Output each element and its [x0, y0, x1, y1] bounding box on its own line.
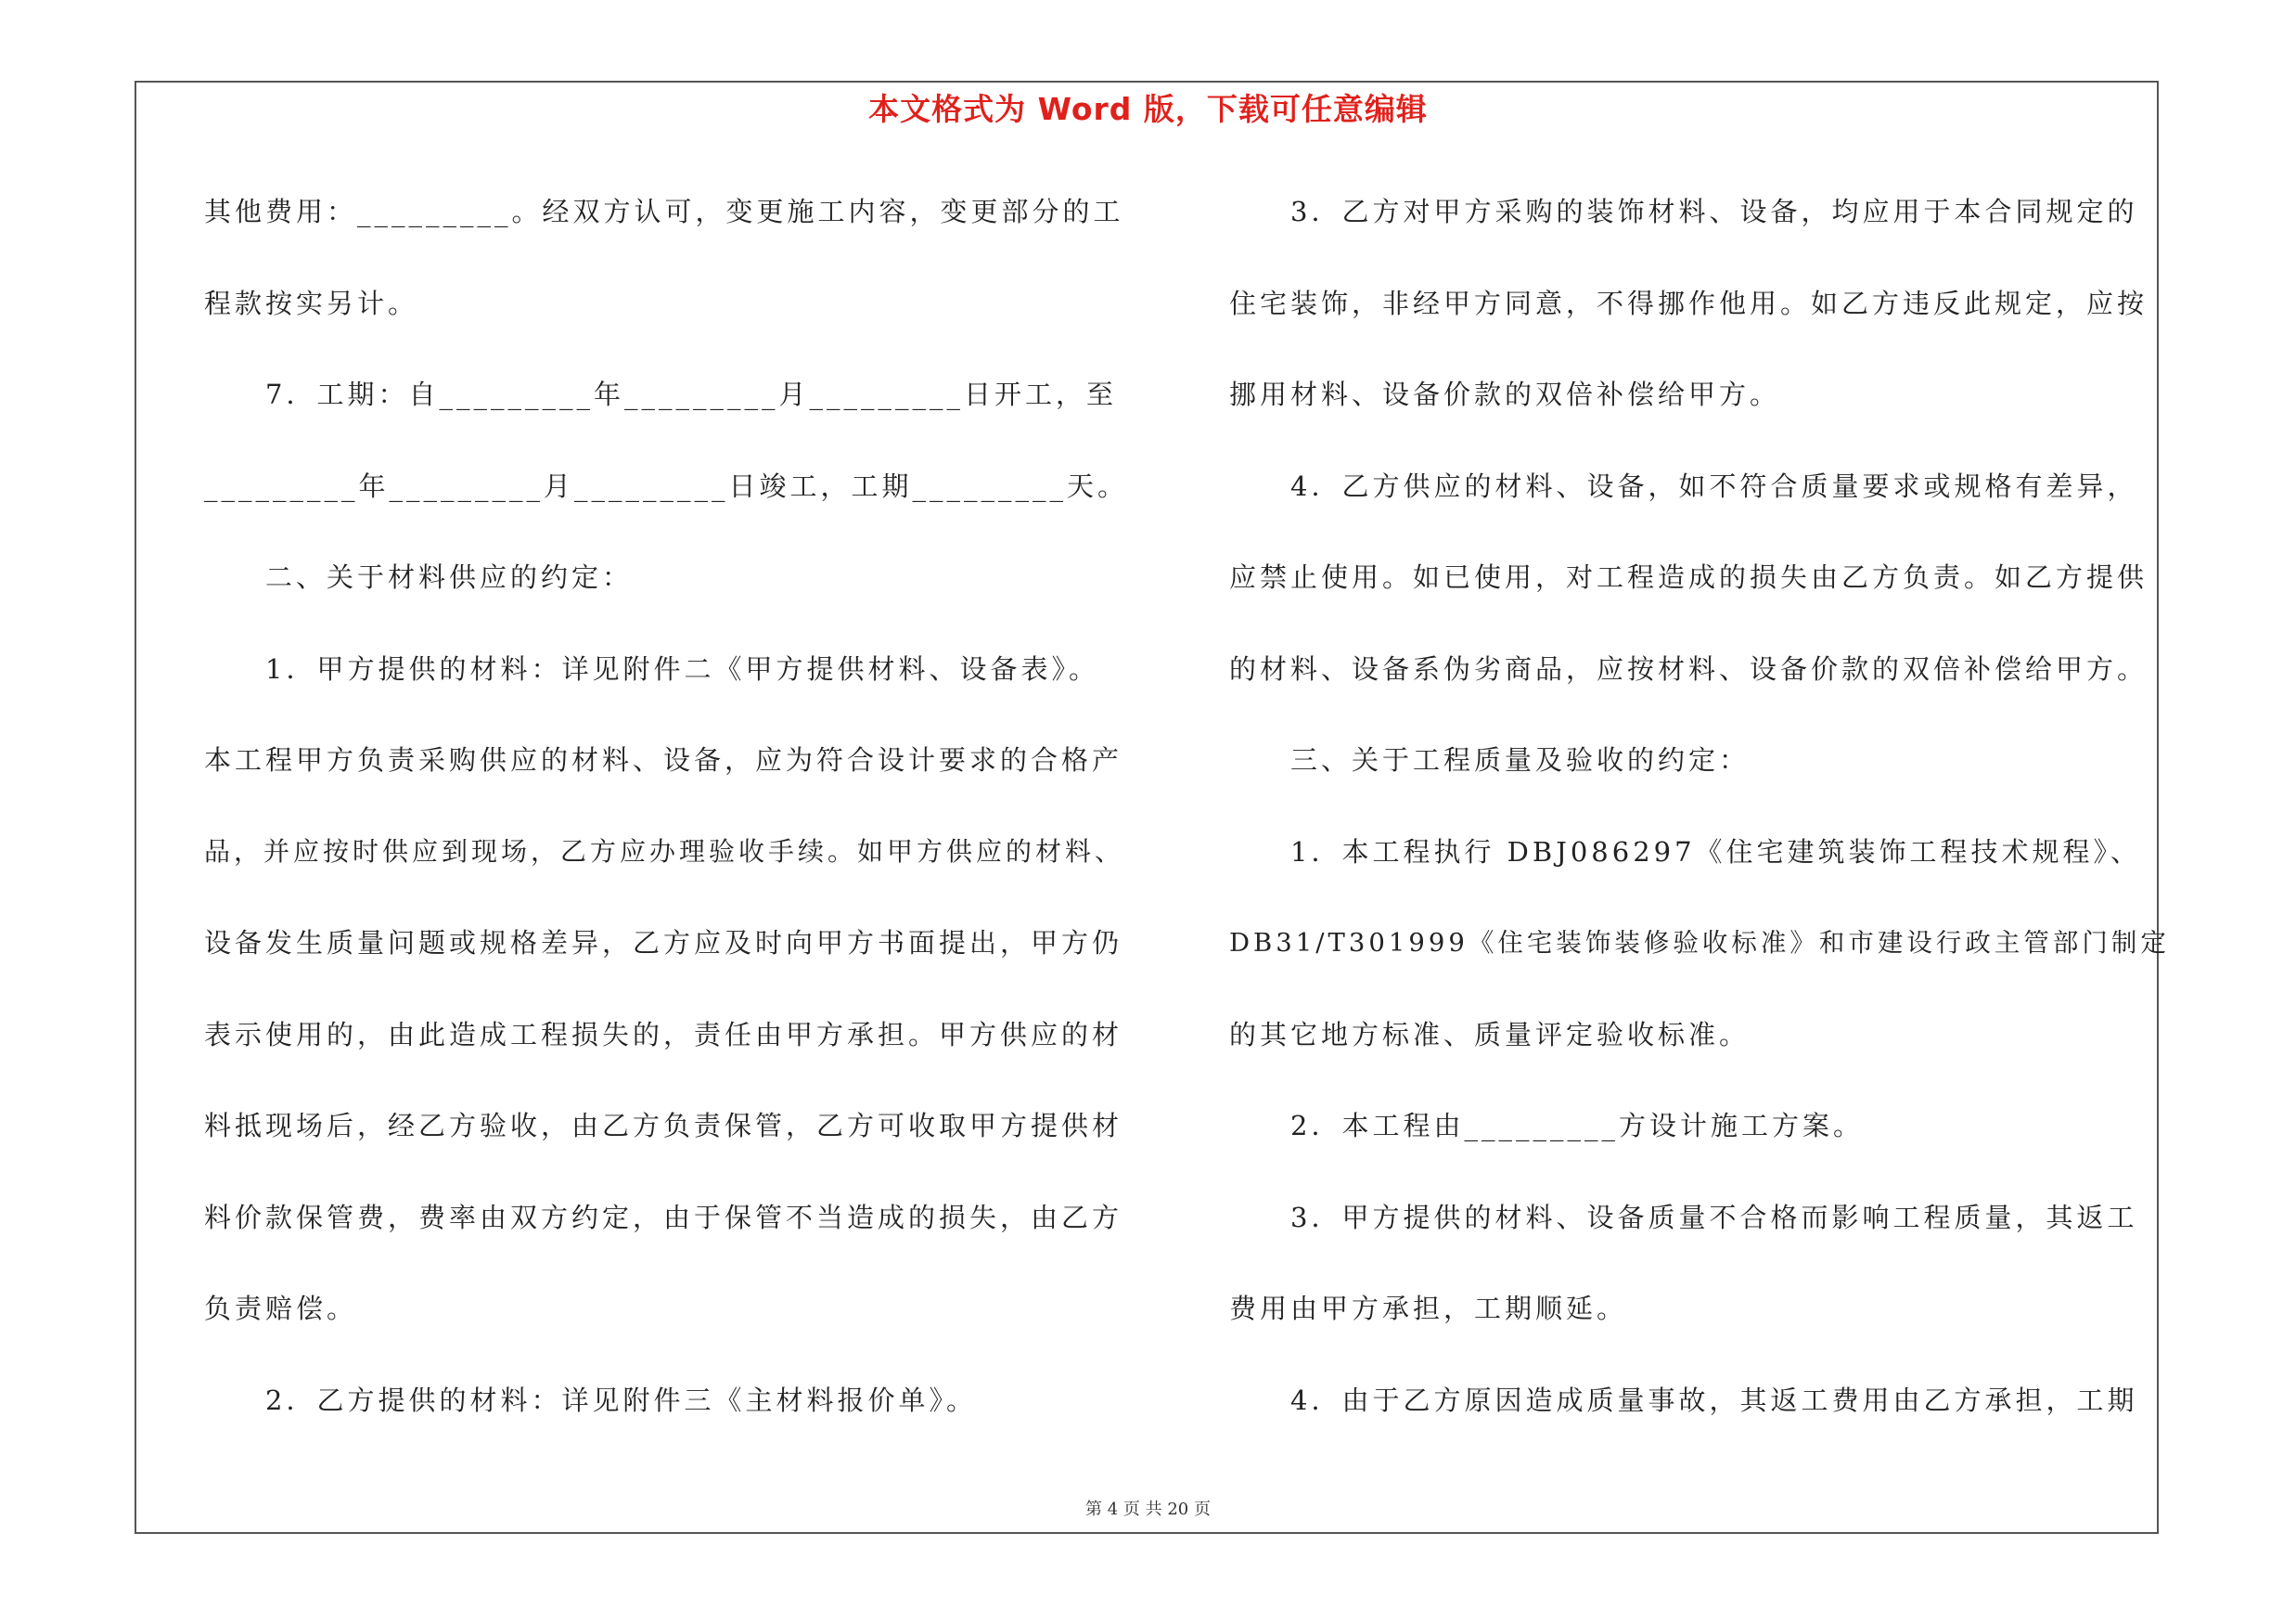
text-line: 料价款保管费，费率由双方约定，由于保管不当造成的损失，由乙方: [204, 1201, 1123, 1233]
text-line: 表示使用的，由此造成工程损失的，责任由甲方承担。甲方供应的材: [204, 1018, 1123, 1050]
text-line: 的其它地方标准、质量评定验收标准。: [1229, 1018, 1751, 1050]
text-line: 应禁止使用。如已使用，对工程造成的损失由乙方负责。如乙方提供: [1229, 561, 2148, 593]
format-banner: 本文格式为 Word 版，下载可任意编辑: [868, 91, 1428, 127]
text-line: 设备发生质量问题或规格差异，乙方应及时向甲方书面提出，甲方仍: [204, 927, 1123, 959]
text-line: 1．甲方提供的材料：详见附件二《甲方提供材料、设备表》。: [204, 652, 1099, 685]
text-line: 2．本工程由_________方设计施工方案。: [1229, 1110, 1864, 1141]
text-line: 3．乙方对甲方采购的装饰材料、设备，均应用于本合同规定的: [1229, 196, 2138, 227]
text-line: 三、关于工程质量及验收的约定：: [1229, 744, 1751, 776]
text-line: 挪用材料、设备价款的双倍补偿给甲方。: [1229, 379, 1781, 410]
left-column: [204, 184, 1132, 1463]
text-line: 料抵现场后，经乙方验收，由乙方负责保管，乙方可收取甲方提供材: [204, 1110, 1123, 1141]
text-line: 2．乙方提供的材料：详见附件三《主材料报价单》。: [204, 1384, 977, 1416]
text-line: 住宅装饰，非经甲方同意，不得挪作他用。如乙方违反此规定，应按: [1229, 287, 2148, 319]
text-line: 的材料、设备系伪劣商品，应按材料、设备价款的双倍补偿给甲方。: [1229, 652, 2148, 685]
text-line: 4．乙方供应的材料、设备，如不符合质量要求或规格有差异，: [1229, 470, 2138, 502]
text-line: 品，并应按时供应到现场，乙方应办理验收手续。如甲方供应的材料、: [204, 835, 1125, 867]
right-column: [1229, 184, 2175, 1463]
text-line: 二、关于材料供应的约定：: [204, 561, 634, 593]
text-line: 3．甲方提供的材料、设备质量不合格而影响工程质量，其返工: [1229, 1201, 2138, 1233]
text-line: 7．工期：自_________年_________月_________日开工，至: [204, 379, 1117, 410]
text-line: 4．由于乙方原因造成质量事故，其返工费用由乙方承担，工期: [1229, 1384, 2138, 1416]
page-number: 第 4 页 共 20 页: [1085, 1500, 1211, 1519]
text-line: 1．本工程执行 DBJ086297《住宅建筑装饰工程技术规程》、: [1229, 835, 2142, 868]
text-line: _________年_________月_________日竣工，工期_________天。: [204, 470, 1129, 502]
text-line: 其他费用：_________。经双方认可，变更施工内容，变更部分的工: [204, 196, 1124, 227]
text-line: 费用由甲方承担，工期顺延。: [1229, 1293, 1628, 1324]
text-line: 负责赔偿。: [204, 1293, 358, 1324]
text-line: DB31/T301999《住宅装饰装修验收标准》和市建设行政主管部门制定: [1229, 928, 2170, 958]
text-line: 程款按实另计。: [204, 287, 419, 319]
text-line: 本工程甲方负责采购供应的材料、设备，应为符合设计要求的合格产: [204, 744, 1123, 776]
